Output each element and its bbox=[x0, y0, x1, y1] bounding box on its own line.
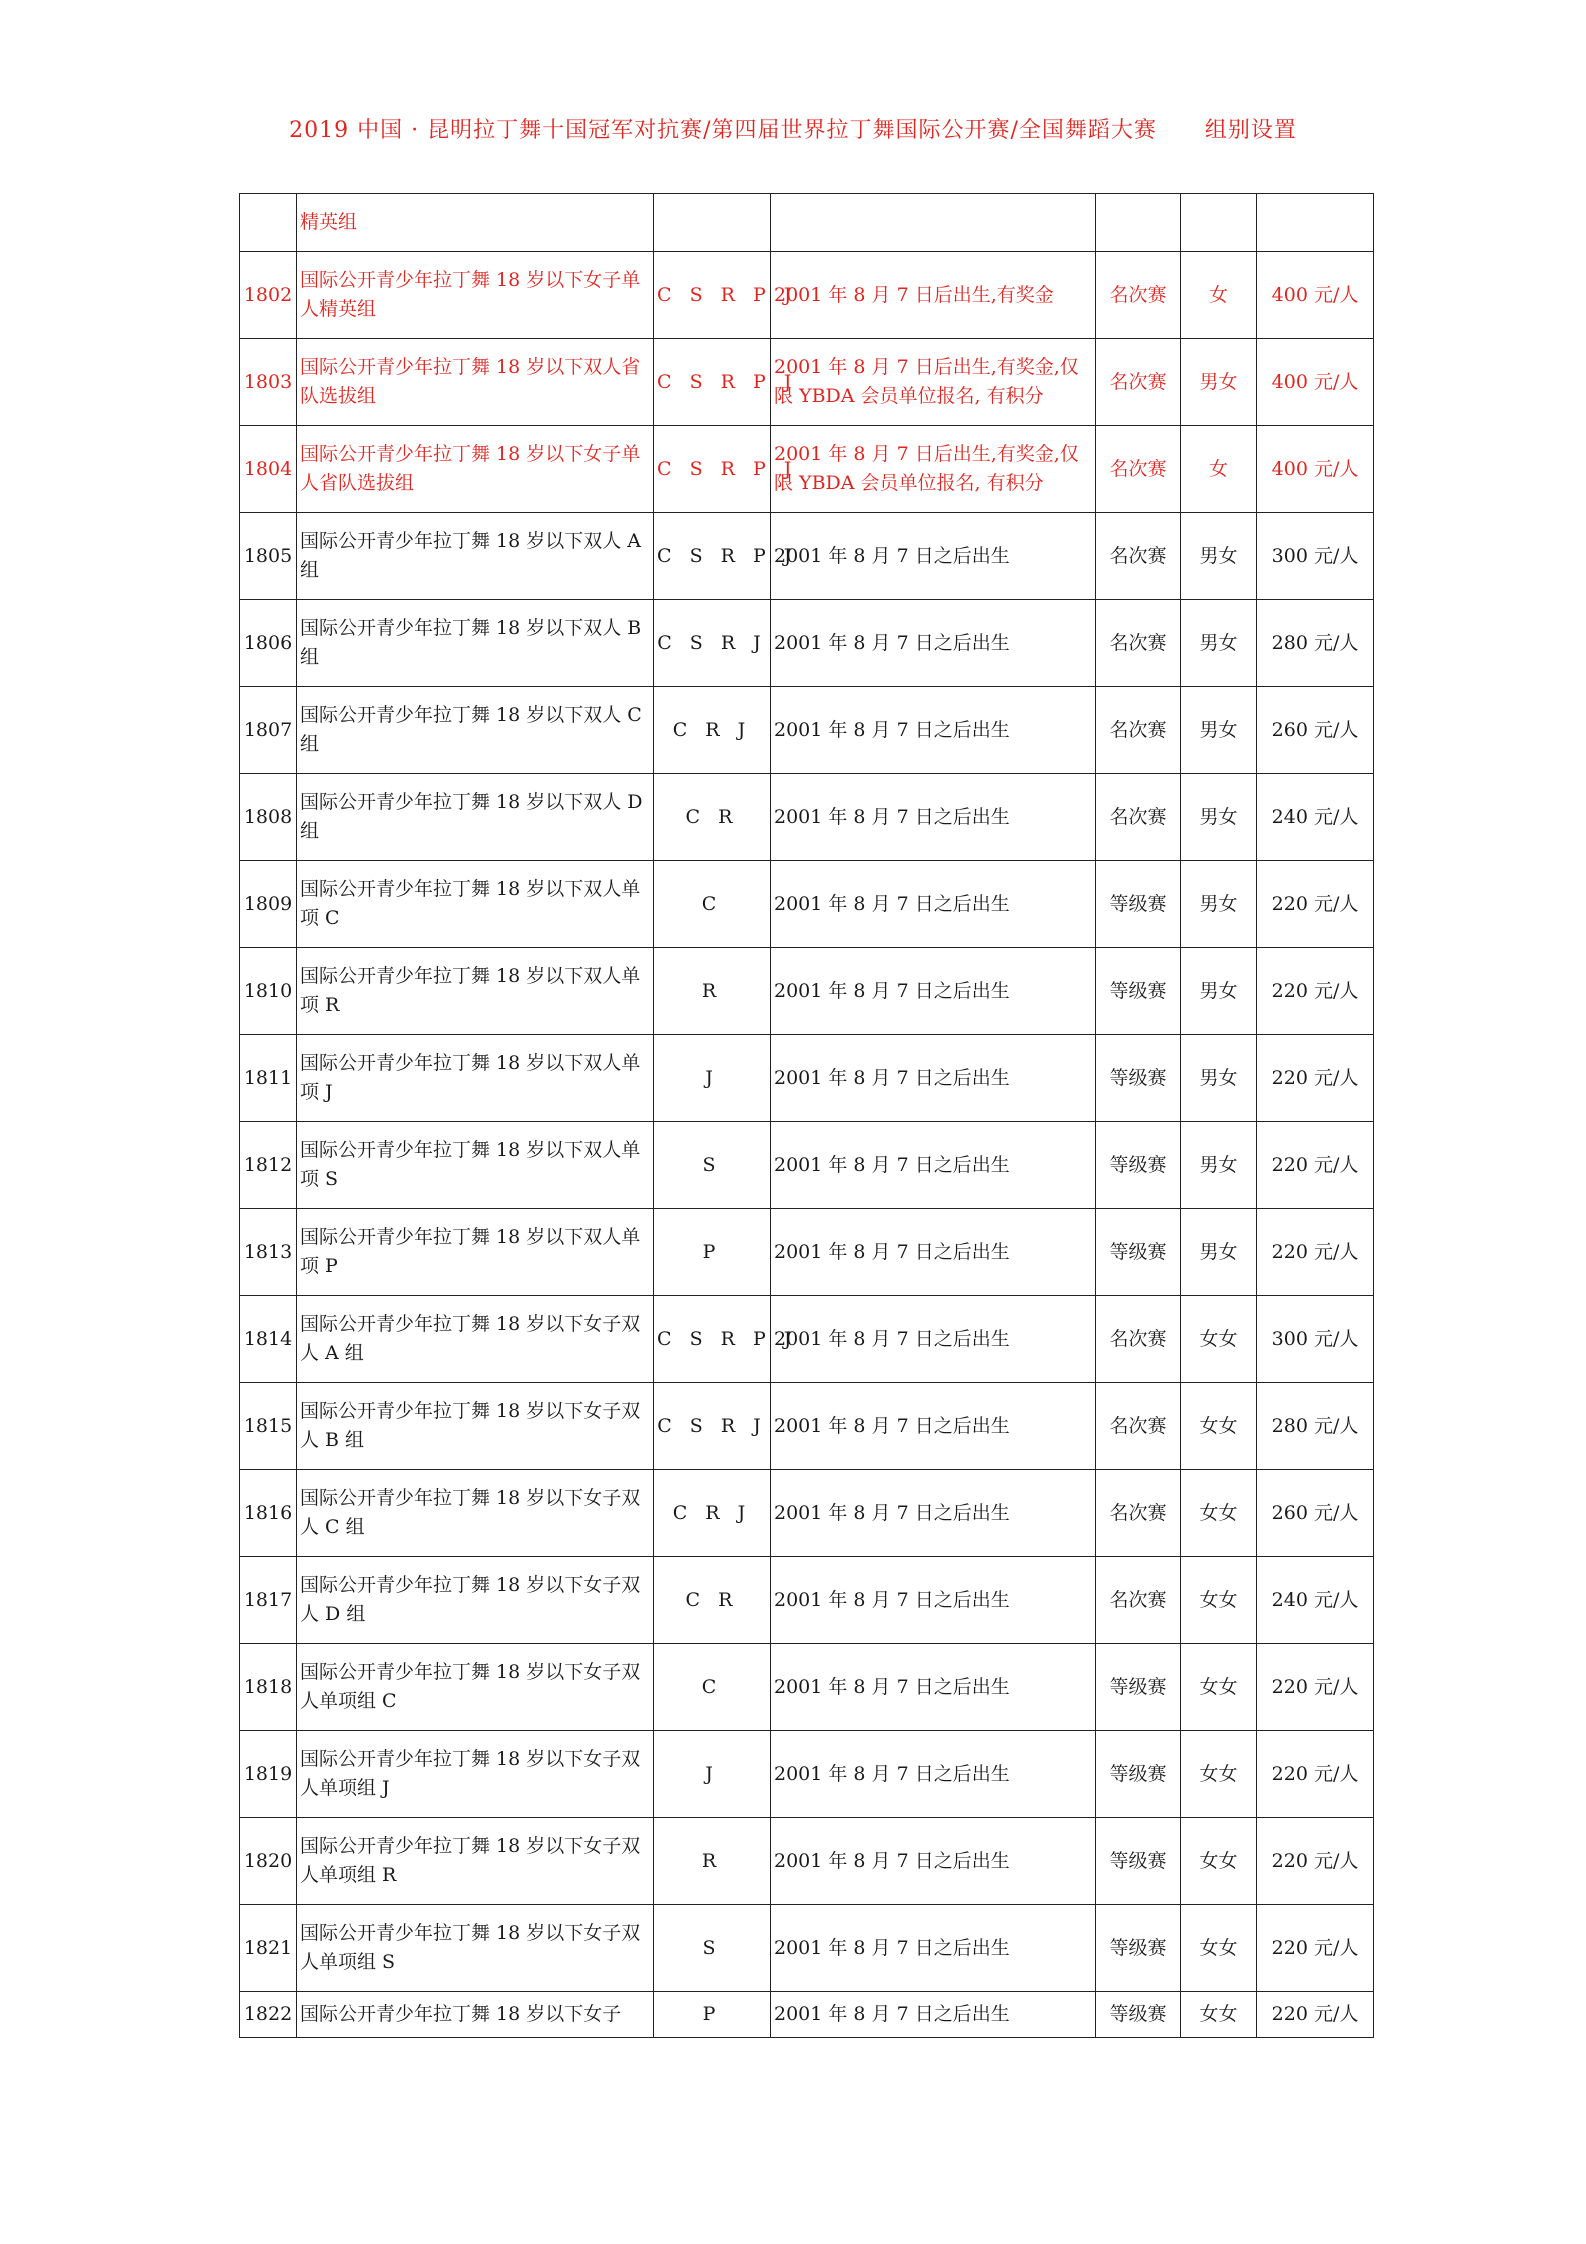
competition-type: 等级赛 bbox=[1096, 1122, 1181, 1209]
competition-type: 名次赛 bbox=[1096, 1383, 1181, 1470]
gender: 男女 bbox=[1181, 861, 1257, 948]
dance-list: C S R J bbox=[654, 1383, 771, 1470]
category-code: 1802 bbox=[240, 252, 297, 339]
table-row bbox=[240, 1905, 1374, 1992]
category-name: 国际公开青少年拉丁舞 18 岁以下女子双人 D 组 bbox=[297, 1557, 654, 1644]
category-code: 1806 bbox=[240, 600, 297, 687]
category-code: 1803 bbox=[240, 339, 297, 426]
table-body bbox=[240, 194, 1374, 2038]
gender: 男女 bbox=[1181, 1209, 1257, 1296]
table-row bbox=[240, 1644, 1374, 1731]
category-name: 国际公开青少年拉丁舞 18 岁以下女子双人 A 组 bbox=[297, 1296, 654, 1383]
table-row bbox=[240, 1470, 1374, 1557]
gender: 女女 bbox=[1181, 1992, 1257, 2038]
category-code: 1821 bbox=[240, 1905, 297, 1992]
gender: 男女 bbox=[1181, 1035, 1257, 1122]
dance-list: J bbox=[654, 1731, 771, 1818]
category-name: 国际公开青少年拉丁舞 18 岁以下双人单项 C bbox=[297, 861, 654, 948]
competition-type: 名次赛 bbox=[1096, 426, 1181, 513]
category-name: 国际公开青少年拉丁舞 18 岁以下女子 bbox=[297, 1992, 654, 2038]
dance-list: P bbox=[654, 1209, 771, 1296]
entry-fee: 220 元/人 bbox=[1257, 1035, 1374, 1122]
eligibility-note: 2001 年 8 月 7 日后出生,有奖金 bbox=[771, 252, 1096, 339]
dance-list: S bbox=[654, 1905, 771, 1992]
dance-list: C S R P J bbox=[654, 426, 771, 513]
competition-type bbox=[1096, 194, 1181, 252]
competition-type: 等级赛 bbox=[1096, 1644, 1181, 1731]
entry-fee: 400 元/人 bbox=[1257, 252, 1374, 339]
gender: 男女 bbox=[1181, 513, 1257, 600]
eligibility-note: 2001 年 8 月 7 日之后出生 bbox=[771, 1644, 1096, 1731]
category-name: 国际公开青少年拉丁舞 18 岁以下女子双人 C 组 bbox=[297, 1470, 654, 1557]
dance-list: C bbox=[654, 1644, 771, 1731]
dance-list: C R J bbox=[654, 687, 771, 774]
competition-type: 名次赛 bbox=[1096, 600, 1181, 687]
category-code: 1817 bbox=[240, 1557, 297, 1644]
category-name: 国际公开青少年拉丁舞 18 岁以下女子双人单项组 S bbox=[297, 1905, 654, 1992]
dance-list: R bbox=[654, 948, 771, 1035]
table-row bbox=[240, 194, 1374, 252]
gender: 女女 bbox=[1181, 1818, 1257, 1905]
category-name: 国际公开青少年拉丁舞 18 岁以下女子单人省队选拔组 bbox=[297, 426, 654, 513]
category-table bbox=[239, 193, 1374, 2038]
entry-fee: 400 元/人 bbox=[1257, 339, 1374, 426]
entry-fee: 260 元/人 bbox=[1257, 1470, 1374, 1557]
gender: 女女 bbox=[1181, 1644, 1257, 1731]
gender: 女女 bbox=[1181, 1383, 1257, 1470]
competition-type: 名次赛 bbox=[1096, 339, 1181, 426]
gender: 男女 bbox=[1181, 1122, 1257, 1209]
competition-type: 等级赛 bbox=[1096, 1731, 1181, 1818]
competition-type: 等级赛 bbox=[1096, 1035, 1181, 1122]
entry-fee: 300 元/人 bbox=[1257, 1296, 1374, 1383]
competition-type: 名次赛 bbox=[1096, 687, 1181, 774]
category-code: 1812 bbox=[240, 1122, 297, 1209]
table-row bbox=[240, 1383, 1374, 1470]
gender: 男女 bbox=[1181, 774, 1257, 861]
dance-list: C bbox=[654, 861, 771, 948]
table-row bbox=[240, 1557, 1374, 1644]
eligibility-note: 2001 年 8 月 7 日之后出生 bbox=[771, 1209, 1096, 1296]
table-row bbox=[240, 861, 1374, 948]
competition-type: 等级赛 bbox=[1096, 1905, 1181, 1992]
competition-type: 等级赛 bbox=[1096, 948, 1181, 1035]
table-row bbox=[240, 426, 1374, 513]
table-row bbox=[240, 339, 1374, 426]
competition-type: 名次赛 bbox=[1096, 252, 1181, 339]
eligibility-note: 2001 年 8 月 7 日之后出生 bbox=[771, 513, 1096, 600]
entry-fee: 260 元/人 bbox=[1257, 687, 1374, 774]
dance-list: C R bbox=[654, 774, 771, 861]
entry-fee: 280 元/人 bbox=[1257, 1383, 1374, 1470]
eligibility-note: 2001 年 8 月 7 日后出生,有奖金,仅限 YBDA 会员单位报名, 有积分 bbox=[771, 426, 1096, 513]
table-row bbox=[240, 1818, 1374, 1905]
table-row bbox=[240, 1035, 1374, 1122]
dance-list: C S R P J bbox=[654, 252, 771, 339]
table-row bbox=[240, 1731, 1374, 1818]
category-code: 1815 bbox=[240, 1383, 297, 1470]
table-row bbox=[240, 687, 1374, 774]
category-name: 国际公开青少年拉丁舞 18 岁以下双人 B 组 bbox=[297, 600, 654, 687]
eligibility-note: 2001 年 8 月 7 日之后出生 bbox=[771, 948, 1096, 1035]
category-name: 国际公开青少年拉丁舞 18 岁以下双人省队选拔组 bbox=[297, 339, 654, 426]
table-row bbox=[240, 1209, 1374, 1296]
entry-fee: 400 元/人 bbox=[1257, 426, 1374, 513]
dance-list: C S R P J bbox=[654, 1296, 771, 1383]
category-name: 国际公开青少年拉丁舞 18 岁以下女子双人单项组 R bbox=[297, 1818, 654, 1905]
competition-type: 名次赛 bbox=[1096, 774, 1181, 861]
entry-fee: 220 元/人 bbox=[1257, 1644, 1374, 1731]
eligibility-note: 2001 年 8 月 7 日后出生,有奖金,仅限 YBDA 会员单位报名, 有积分 bbox=[771, 339, 1096, 426]
gender: 女 bbox=[1181, 426, 1257, 513]
eligibility-note: 2001 年 8 月 7 日之后出生 bbox=[771, 1470, 1096, 1557]
entry-fee: 220 元/人 bbox=[1257, 1905, 1374, 1992]
dance-list: S bbox=[654, 1122, 771, 1209]
category-code: 1822 bbox=[240, 1992, 297, 2038]
eligibility-note: 2001 年 8 月 7 日之后出生 bbox=[771, 1818, 1096, 1905]
category-name: 国际公开青少年拉丁舞 18 岁以下女子双人 B 组 bbox=[297, 1383, 654, 1470]
category-code: 1818 bbox=[240, 1644, 297, 1731]
dance-list: C S R P J bbox=[654, 339, 771, 426]
category-name: 国际公开青少年拉丁舞 18 岁以下女子双人单项组 C bbox=[297, 1644, 654, 1731]
gender: 女女 bbox=[1181, 1296, 1257, 1383]
eligibility-note: 2001 年 8 月 7 日之后出生 bbox=[771, 861, 1096, 948]
gender: 男女 bbox=[1181, 948, 1257, 1035]
competition-type: 等级赛 bbox=[1096, 1209, 1181, 1296]
competition-type: 名次赛 bbox=[1096, 1557, 1181, 1644]
entry-fee: 300 元/人 bbox=[1257, 513, 1374, 600]
category-code: 1814 bbox=[240, 1296, 297, 1383]
table-row bbox=[240, 774, 1374, 861]
dance-list: C R bbox=[654, 1557, 771, 1644]
category-name: 国际公开青少年拉丁舞 18 岁以下女子双人单项组 J bbox=[297, 1731, 654, 1818]
competition-type: 名次赛 bbox=[1096, 1296, 1181, 1383]
category-name: 国际公开青少年拉丁舞 18 岁以下双人 A 组 bbox=[297, 513, 654, 600]
competition-type: 等级赛 bbox=[1096, 861, 1181, 948]
gender bbox=[1181, 194, 1257, 252]
eligibility-note: 2001 年 8 月 7 日之后出生 bbox=[771, 687, 1096, 774]
category-name: 国际公开青少年拉丁舞 18 岁以下双人单项 P bbox=[297, 1209, 654, 1296]
eligibility-note: 2001 年 8 月 7 日之后出生 bbox=[771, 600, 1096, 687]
dance-list: R bbox=[654, 1818, 771, 1905]
entry-fee bbox=[1257, 194, 1374, 252]
competition-type: 等级赛 bbox=[1096, 1818, 1181, 1905]
dance-list: P bbox=[654, 1992, 771, 2038]
dance-list: C S R J bbox=[654, 600, 771, 687]
entry-fee: 220 元/人 bbox=[1257, 948, 1374, 1035]
gender: 女女 bbox=[1181, 1470, 1257, 1557]
eligibility-note: 2001 年 8 月 7 日之后出生 bbox=[771, 1731, 1096, 1818]
category-code: 1807 bbox=[240, 687, 297, 774]
category-name: 国际公开青少年拉丁舞 18 岁以下双人单项 R bbox=[297, 948, 654, 1035]
competition-type: 等级赛 bbox=[1096, 1992, 1181, 2038]
eligibility-note: 2001 年 8 月 7 日之后出生 bbox=[771, 1557, 1096, 1644]
category-code bbox=[240, 194, 297, 252]
table-row bbox=[240, 1122, 1374, 1209]
dance-list: C S R P J bbox=[654, 513, 771, 600]
eligibility-note bbox=[771, 194, 1096, 252]
entry-fee: 220 元/人 bbox=[1257, 1992, 1374, 2038]
gender: 女女 bbox=[1181, 1557, 1257, 1644]
category-code: 1819 bbox=[240, 1731, 297, 1818]
category-code: 1811 bbox=[240, 1035, 297, 1122]
eligibility-note: 2001 年 8 月 7 日之后出生 bbox=[771, 1122, 1096, 1209]
category-code: 1804 bbox=[240, 426, 297, 513]
table-row bbox=[240, 600, 1374, 687]
entry-fee: 240 元/人 bbox=[1257, 774, 1374, 861]
dance-list bbox=[654, 194, 771, 252]
dance-list: J bbox=[654, 1035, 771, 1122]
eligibility-note: 2001 年 8 月 7 日之后出生 bbox=[771, 1905, 1096, 1992]
entry-fee: 220 元/人 bbox=[1257, 861, 1374, 948]
eligibility-note: 2001 年 8 月 7 日之后出生 bbox=[771, 1296, 1096, 1383]
gender: 女女 bbox=[1181, 1731, 1257, 1818]
page-title: 2019 中国 · 昆明拉丁舞十国冠军对抗赛/第四届世界拉丁舞国际公开赛/全国舞蹈大赛 组别设置 bbox=[289, 118, 1297, 143]
gender: 男女 bbox=[1181, 687, 1257, 774]
category-code: 1805 bbox=[240, 513, 297, 600]
category-name: 国际公开青少年拉丁舞 18 岁以下双人单项 S bbox=[297, 1122, 654, 1209]
category-code: 1810 bbox=[240, 948, 297, 1035]
eligibility-note: 2001 年 8 月 7 日之后出生 bbox=[771, 1383, 1096, 1470]
category-code: 1813 bbox=[240, 1209, 297, 1296]
entry-fee: 220 元/人 bbox=[1257, 1731, 1374, 1818]
competition-type: 名次赛 bbox=[1096, 1470, 1181, 1557]
entry-fee: 220 元/人 bbox=[1257, 1122, 1374, 1209]
gender: 男女 bbox=[1181, 339, 1257, 426]
category-name: 精英组 bbox=[297, 194, 654, 252]
entry-fee: 220 元/人 bbox=[1257, 1818, 1374, 1905]
category-code: 1809 bbox=[240, 861, 297, 948]
entry-fee: 280 元/人 bbox=[1257, 600, 1374, 687]
category-name: 国际公开青少年拉丁舞 18 岁以下双人 D 组 bbox=[297, 774, 654, 861]
gender: 女 bbox=[1181, 252, 1257, 339]
eligibility-note: 2001 年 8 月 7 日之后出生 bbox=[771, 774, 1096, 861]
entry-fee: 240 元/人 bbox=[1257, 1557, 1374, 1644]
table-row bbox=[240, 1296, 1374, 1383]
competition-type: 名次赛 bbox=[1096, 513, 1181, 600]
table-row bbox=[240, 252, 1374, 339]
table-row bbox=[240, 1992, 1374, 2038]
category-name: 国际公开青少年拉丁舞 18 岁以下双人 C 组 bbox=[297, 687, 654, 774]
dance-list: C R J bbox=[654, 1470, 771, 1557]
entry-fee: 220 元/人 bbox=[1257, 1209, 1374, 1296]
table-row bbox=[240, 948, 1374, 1035]
category-code: 1820 bbox=[240, 1818, 297, 1905]
gender: 男女 bbox=[1181, 600, 1257, 687]
gender: 女女 bbox=[1181, 1905, 1257, 1992]
eligibility-note: 2001 年 8 月 7 日之后出生 bbox=[771, 1035, 1096, 1122]
table-row bbox=[240, 513, 1374, 600]
eligibility-note: 2001 年 8 月 7 日之后出生 bbox=[771, 1992, 1096, 2038]
category-name: 国际公开青少年拉丁舞 18 岁以下双人单项 J bbox=[297, 1035, 654, 1122]
category-code: 1816 bbox=[240, 1470, 297, 1557]
category-name: 国际公开青少年拉丁舞 18 岁以下女子单人精英组 bbox=[297, 252, 654, 339]
category-code: 1808 bbox=[240, 774, 297, 861]
